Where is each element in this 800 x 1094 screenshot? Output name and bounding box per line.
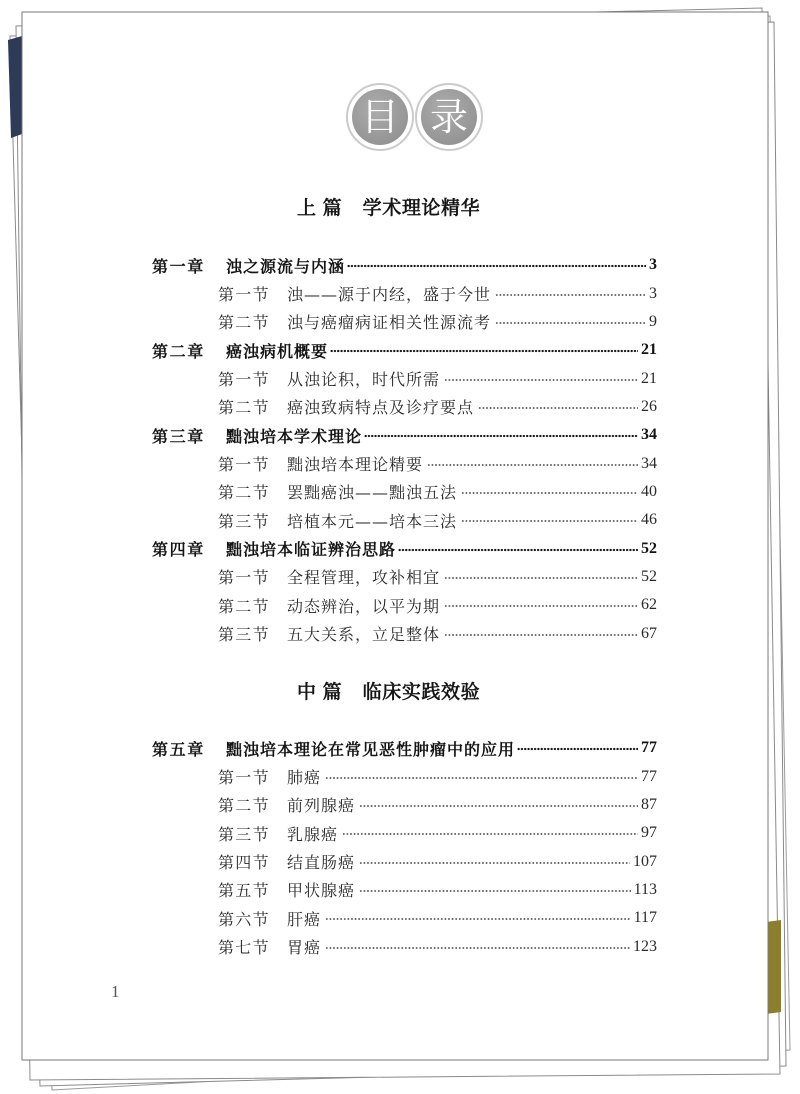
- section-title: 从浊论积，时代所需: [287, 370, 441, 390]
- section-label: 第四节: [218, 853, 270, 873]
- dot-leader: [427, 463, 638, 467]
- dot-leader: [444, 633, 638, 637]
- section-page-number: 113: [633, 880, 657, 898]
- dot-leader: [359, 889, 631, 893]
- dot-leader: [347, 264, 646, 268]
- toc-section-row: [218, 847, 657, 875]
- section-page-number: 26: [641, 397, 657, 415]
- section-title: 全程管理，攻补相宜: [287, 568, 441, 588]
- dot-leader: [325, 917, 631, 921]
- dot-leader: [359, 861, 630, 865]
- dot-leader: [517, 747, 638, 751]
- section-title: 前列腺癌: [287, 796, 356, 816]
- section-title: 胃癌: [287, 938, 322, 958]
- section-page-number: 107: [633, 852, 657, 870]
- toc-section-row: [218, 393, 657, 421]
- section-page-number: 34: [641, 454, 657, 472]
- part-label: 上 篇: [297, 197, 342, 219]
- contents-title: [346, 83, 484, 151]
- section-page-number: 97: [641, 824, 657, 842]
- dot-leader: [342, 832, 638, 836]
- section-page-number: 9: [649, 312, 657, 330]
- chapter-page-number: 52: [641, 539, 657, 557]
- toc-list: [152, 251, 657, 648]
- toc-section-row: [218, 876, 657, 904]
- section-label: 第一节: [218, 455, 270, 475]
- dot-leader: [444, 604, 638, 608]
- section-title: 罢黜癌浊——黜浊五法: [287, 483, 458, 503]
- section-page-number: 123: [633, 937, 657, 955]
- section-title: 浊与癌瘤病证相关性源流考: [287, 313, 492, 333]
- toc-list: [152, 734, 657, 961]
- section-page-number: 117: [633, 909, 657, 927]
- section-title: 肺癌: [287, 768, 322, 788]
- dot-leader: [495, 293, 646, 297]
- toc-section-row: [218, 904, 657, 932]
- section-label: 第一节: [218, 370, 270, 390]
- section-label: 第二节: [218, 483, 270, 503]
- section-label: 第七节: [218, 938, 270, 958]
- title-circle: [415, 83, 483, 151]
- section-page-number: 21: [641, 369, 657, 387]
- section-title: 乳腺癌: [287, 824, 339, 844]
- section-page-number: 40: [641, 482, 657, 500]
- toc-section-row: [218, 762, 657, 790]
- dot-leader: [444, 576, 638, 580]
- cover-edge: [8, 36, 22, 138]
- section-title: 甲状腺癌: [287, 881, 356, 901]
- toc-section-row: [218, 819, 657, 847]
- dot-leader: [495, 321, 646, 325]
- toc-section-row: [218, 619, 657, 647]
- section-label: 第二节: [218, 398, 270, 418]
- chapter-page-number: 77: [641, 739, 657, 757]
- chapter-title: 癌浊病机概要: [226, 341, 329, 361]
- section-page-number: 77: [641, 767, 657, 785]
- title-char: 目: [352, 89, 408, 145]
- section-title: 培植本元——培本三法: [287, 511, 458, 531]
- chapter-title: 黜浊培本理论在常见恶性肿瘤中的应用: [226, 739, 516, 759]
- section-page-number: 62: [641, 596, 657, 614]
- toc-chapter-row: [152, 336, 657, 364]
- toc-section-row: [218, 364, 657, 392]
- section-label: 第二节: [218, 313, 270, 333]
- toc-section-row: [218, 791, 657, 819]
- dot-leader: [359, 804, 638, 808]
- section-title: 结直肠癌: [287, 853, 356, 873]
- section-title: 五大关系，立足整体: [287, 625, 441, 645]
- dot-leader: [444, 378, 638, 382]
- section-label: 第一节: [218, 285, 270, 305]
- section-label: 第一节: [218, 768, 270, 788]
- chapter-page-number: 3: [649, 256, 657, 274]
- chapter-label: 第二章: [152, 341, 205, 361]
- chapter-page-number: 34: [641, 426, 657, 444]
- dot-leader: [325, 776, 638, 780]
- page-folio: 1: [111, 982, 120, 1001]
- part-label: 中 篇: [297, 681, 342, 703]
- chapter-page-number: 21: [641, 341, 657, 359]
- toc-section-row: [218, 279, 657, 307]
- chapter-title: 黜浊培本学术理论: [226, 426, 363, 446]
- section-title: 癌浊致病特点及诊疗要点: [287, 398, 475, 418]
- section-label: 第五节: [218, 881, 270, 901]
- toc-section-row: [218, 308, 657, 336]
- dot-leader: [461, 491, 638, 495]
- section-label: 第二节: [218, 796, 270, 816]
- toc-section-row: [218, 506, 657, 534]
- toc-chapter-row: [152, 421, 657, 449]
- section-page-number: 67: [641, 624, 657, 642]
- dot-leader: [325, 946, 630, 950]
- toc-chapter-row: [152, 251, 657, 279]
- section-page-number: 46: [641, 511, 657, 529]
- toc-section-row: [218, 449, 657, 477]
- part-heading: [297, 680, 480, 704]
- section-label: 第三节: [218, 824, 270, 844]
- toc-section-row: [218, 591, 657, 619]
- part-title: 临床实践效验: [362, 681, 481, 703]
- toc-section-row: [218, 932, 657, 960]
- section-title: 浊——源于内经，盛于今世: [287, 285, 492, 305]
- title-circle: [346, 83, 414, 151]
- section-title: 肝癌: [287, 909, 322, 929]
- part-title: 学术理论精华: [362, 197, 481, 219]
- chapter-label: 第一章: [152, 256, 205, 276]
- toc-chapter-row: [152, 734, 657, 762]
- part-heading: [297, 196, 480, 220]
- toc-section-row: [218, 563, 657, 591]
- toc-chapter-row: [152, 534, 657, 562]
- section-label: 第六节: [218, 909, 270, 929]
- section-page-number: 3: [649, 284, 657, 302]
- dot-leader: [461, 519, 638, 523]
- dot-leader: [478, 406, 638, 410]
- section-label: 第三节: [218, 511, 270, 531]
- chapter-label: 第三章: [152, 426, 205, 446]
- dot-leader: [398, 548, 638, 552]
- section-title: 动态辨治，以平为期: [287, 596, 441, 616]
- chapter-label: 第五章: [152, 739, 205, 759]
- section-label: 第三节: [218, 625, 270, 645]
- dot-leader: [364, 434, 638, 438]
- section-title: 黜浊培本理论精要: [287, 455, 424, 475]
- section-page-number: 87: [641, 795, 657, 813]
- chapter-label: 第四章: [152, 540, 205, 560]
- chapter-title: 黜浊培本临证辨治思路: [226, 540, 397, 560]
- section-page-number: 52: [641, 567, 657, 585]
- section-label: 第二节: [218, 596, 270, 616]
- toc-section-row: [218, 478, 657, 506]
- chapter-title: 浊之源流与内涵: [226, 256, 346, 276]
- title-char: 录: [421, 89, 477, 145]
- dot-leader: [330, 349, 638, 353]
- section-label: 第一节: [218, 568, 270, 588]
